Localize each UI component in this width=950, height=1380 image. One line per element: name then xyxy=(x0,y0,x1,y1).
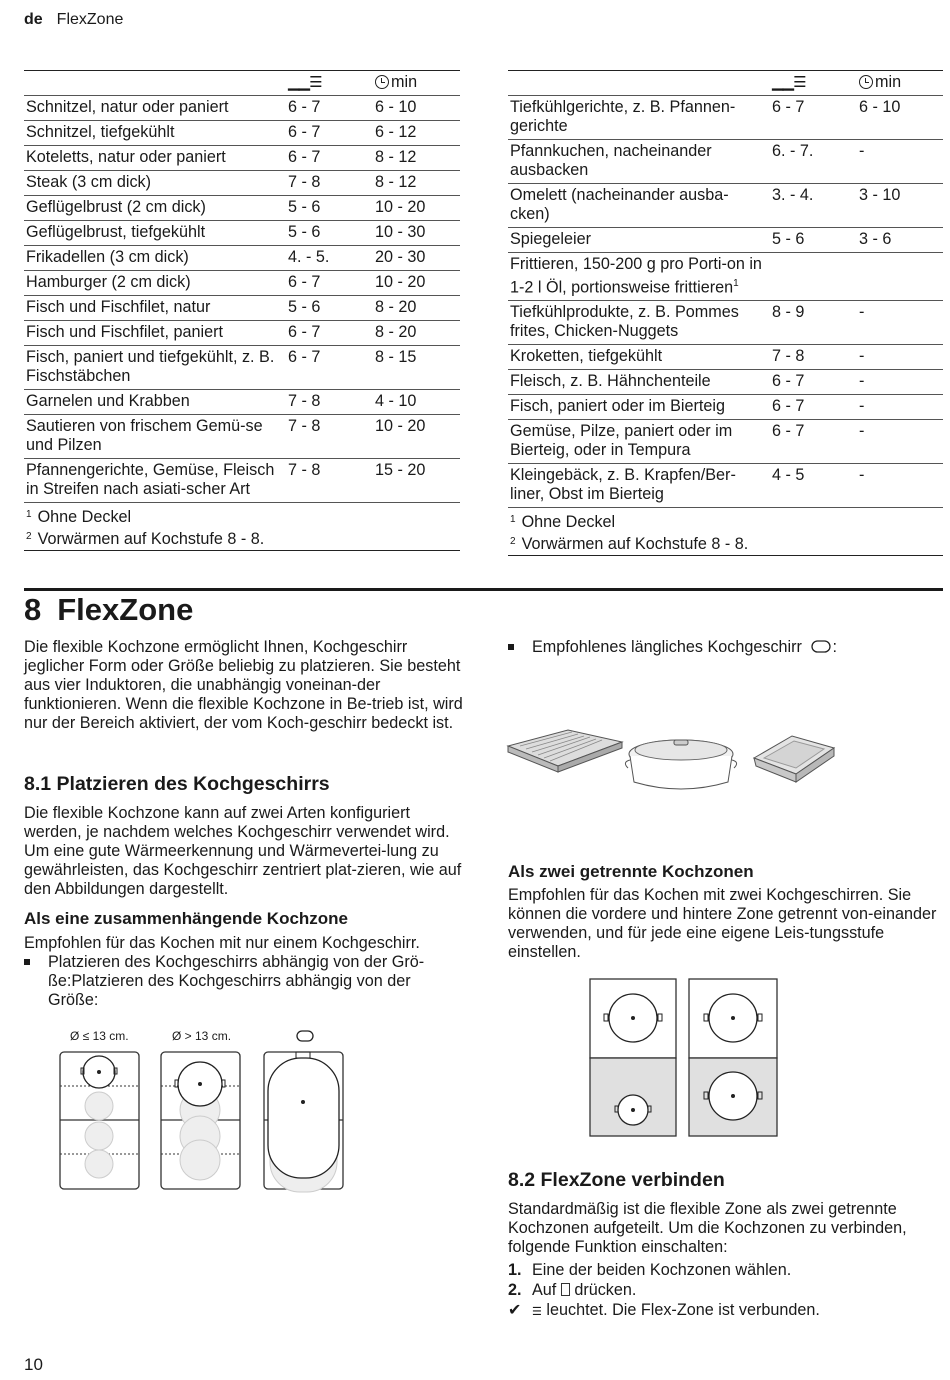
level-cell: 6 - 7 xyxy=(772,422,805,441)
dish-cell: Kroketten, tiefgekühlt xyxy=(510,347,663,366)
dish-cell: Garnelen und Krabben xyxy=(26,392,190,410)
level-cell: 4 - 5 xyxy=(772,466,805,485)
dish-cell: Spiegeleier xyxy=(510,230,591,248)
level-cell: 5 - 6 xyxy=(288,298,321,316)
table-row xyxy=(24,415,460,459)
dish-cell: Sautieren von frischem Gemü-se und Pilzen xyxy=(26,417,263,454)
table-row xyxy=(24,246,460,271)
roasting-tray xyxy=(754,736,834,782)
check-icon: ✔ xyxy=(508,1301,522,1319)
level-cell: 5 - 6 xyxy=(288,198,321,216)
level-cell: 5 - 6 xyxy=(772,230,805,248)
table-row xyxy=(24,346,460,390)
diagram-label-small: Ø ≤ 13 cm. xyxy=(70,1029,129,1043)
step-list xyxy=(508,1260,820,1322)
subsection-8-2-title: 8.2 FlexZone verbinden xyxy=(508,1169,725,1191)
dish-cell: Fleisch, z. B. Hähnchenteile xyxy=(510,372,711,391)
result-line: ✔ ☰ leuchtet. Die Flex-Zone ist verbunden. xyxy=(508,1301,820,1319)
level-cell: 3. - 4. xyxy=(772,186,814,204)
one-zone-text: Empfohlen für das Kochen mit nur einem Kochgeschirr. xyxy=(24,934,420,952)
dish-cell: Schnitzel, tiefgekühlt xyxy=(26,123,175,141)
dish-cell: Tiefkühlprodukte, z. B. Pommes frites, Chicken-Nuggets xyxy=(510,303,739,341)
time-cell: 3 - 6 xyxy=(859,230,892,248)
table-row xyxy=(24,459,460,503)
level-cell: 7 - 8 xyxy=(288,173,321,191)
time-cell: 8 - 20 xyxy=(375,298,417,316)
cooking-table-right xyxy=(508,70,943,556)
dish-cell: Geflügelbrust (2 cm dick) xyxy=(26,198,206,216)
level-cell: 6 - 7 xyxy=(288,123,321,141)
dish-cell: Omelett (nacheinander ausba-cken) xyxy=(510,186,729,223)
level-cell: 6 - 7 xyxy=(288,348,321,366)
dish-cell: Kleingebäck, z. B. Krapfen/Ber-liner, Obst im Bierteig xyxy=(510,466,736,504)
page-number: 10 xyxy=(24,1355,43,1374)
level-cell: 6. - 7. xyxy=(772,142,814,160)
level-cell: 6 - 7 xyxy=(288,148,321,166)
level-cell: 4. - 5. xyxy=(288,248,330,266)
level-cell: 6 - 7 xyxy=(772,397,805,416)
cooktop-two-zones-small xyxy=(590,979,676,1136)
grill-plate xyxy=(508,730,622,772)
level-cell: 6 - 7 xyxy=(772,372,805,391)
flexzone-indicator-icon: ☰ xyxy=(532,1306,542,1318)
time-cell: 10 - 30 xyxy=(375,223,426,241)
time-cell: 8 - 12 xyxy=(375,173,417,191)
table-row xyxy=(508,420,943,464)
table-row xyxy=(24,271,460,296)
table-row xyxy=(508,464,943,508)
table-row xyxy=(508,301,943,345)
time-cell: - xyxy=(859,466,865,485)
level-cell: 7 - 8 xyxy=(288,417,321,435)
two-zone-diagrams xyxy=(589,978,779,1138)
level-cell: 6 - 7 xyxy=(288,273,321,291)
power-level-icon: ▁▁☰ xyxy=(288,74,322,91)
dish-cell: Hamburger (2 cm dick) xyxy=(26,273,191,291)
footnote: $^1$ Ohne Deckel xyxy=(510,513,616,532)
level-cell: 7 - 8 xyxy=(288,392,321,410)
time-cell: - xyxy=(859,303,865,322)
dish-cell: Pfannkuchen, nacheinander ausbacken xyxy=(510,142,712,179)
time-cell: - xyxy=(859,372,865,391)
table-row xyxy=(24,296,460,321)
dish-cell: Tiefkühlgerichte, z. B. Pfannen-gerichte xyxy=(510,98,736,135)
time-cell: 15 - 20 xyxy=(375,461,426,479)
table-row xyxy=(24,121,460,146)
table-group-heading xyxy=(508,253,943,301)
section-title: 8 FlexZone xyxy=(24,592,194,627)
time-cell: 8 - 15 xyxy=(375,348,417,366)
dish-cell: Pfannengerichte, Gemüse, Fleisch in Streifen nach asiati-scher Art xyxy=(26,461,275,498)
oblong-pot-icon xyxy=(810,639,832,654)
power-level-icon: ▁▁☰ xyxy=(772,74,806,91)
subsection-8-1-text: Die flexible Kochzone kann auf zwei Arten konfiguriert werden, je nachdem welches Kochgeschirr verwendet wird. Um eine gute Wärmeerkennung und Wärmevertei-lung zu gewährleisten, das Kochgeschirr zentriert plat-zieren, wie auf den Abbildungen dargestellt. xyxy=(24,804,462,898)
subsection-8-2-text: Standardmäßig ist die flexible Zone als zwei getrennte Kochzonen aufgeteilt. Um die Kochzonen zu verbinden, folgende Funktion einschalten: xyxy=(508,1200,907,1256)
cooktop-small-pot xyxy=(60,1052,139,1189)
oblong-cookware-image xyxy=(506,724,836,796)
oblong-bullet: Empfohlenes längliches Kochgeschirr : xyxy=(508,638,928,657)
level-cell: 5 - 6 xyxy=(288,223,321,241)
dish-cell: Fisch und Fischfilet, paniert xyxy=(26,323,224,341)
cooktop-oblong-pot xyxy=(264,1052,343,1192)
cooking-table-left xyxy=(24,70,460,551)
footnote-row xyxy=(24,503,460,551)
time-cell: 8 - 12 xyxy=(375,148,417,166)
level-cell: 8 - 9 xyxy=(772,303,805,322)
table-header-row: ▁▁☰ min xyxy=(24,71,460,96)
table-row xyxy=(24,196,460,221)
step-1: 1. Eine der beiden Kochzonen wählen. xyxy=(508,1261,792,1279)
language-code: de xyxy=(24,11,43,28)
time-cell: - xyxy=(859,347,865,366)
footnote: $^2$ Vorwärmen auf Kochstufe 8 - 8. xyxy=(510,535,749,554)
dish-cell: Geflügelbrust, tiefgekühlt xyxy=(26,223,206,241)
step-2: 2. Auf drücken. xyxy=(508,1281,637,1299)
time-cell: 10 - 20 xyxy=(375,198,426,216)
table-row xyxy=(508,370,943,395)
dish-cell: Fisch, paniert und tiefgekühlt, z. B. Fischstäbchen xyxy=(26,348,275,385)
page-header xyxy=(24,11,123,29)
cooktop-two-zones-large xyxy=(689,979,777,1136)
time-cell: - xyxy=(859,142,865,160)
dish-cell: Schnitzel, natur oder paniert xyxy=(26,98,229,116)
two-zone-text: Empfohlen für das Kochen mit zwei Kochgeschirren. Sie können die vordere und hintere Zone getrennt von-einander verwenden, und für jede eine eigene Leis-tungsstufe einstellen. xyxy=(508,886,937,961)
time-cell: - xyxy=(859,397,865,416)
time-cell: 6 - 10 xyxy=(375,98,417,116)
table-row xyxy=(24,390,460,415)
table-row xyxy=(508,345,943,370)
section-rule xyxy=(24,588,943,591)
level-cell: 6 - 7 xyxy=(772,98,805,116)
time-cell: 8 - 20 xyxy=(375,323,417,341)
footnote-row xyxy=(508,508,943,556)
table-row xyxy=(24,96,460,121)
table-row xyxy=(24,321,460,346)
table-row xyxy=(24,171,460,196)
table-row xyxy=(24,146,460,171)
table-row xyxy=(508,395,943,420)
footnote: $^1$ Ohne Deckel xyxy=(26,508,132,526)
dish-cell: Steak (3 cm dick) xyxy=(26,173,152,191)
flexzone-key-icon xyxy=(561,1283,570,1296)
subsection-8-1-title: 8.1 Platzieren des Kochgeschirrs xyxy=(24,773,330,795)
header-title: FlexZone xyxy=(56,11,124,28)
table-row xyxy=(508,184,943,228)
table-header-row: ▁▁☰ min xyxy=(508,71,943,96)
dish-cell: Frikadellen (3 cm dick) xyxy=(26,248,189,266)
two-zone-title: Als zwei getrennte Kochzonen xyxy=(508,862,754,881)
diagram-label-large: Ø > 13 cm. xyxy=(172,1029,232,1043)
table-row xyxy=(508,228,943,253)
time-cell: 4 - 10 xyxy=(375,392,417,410)
oblong-pot-icon xyxy=(296,1029,314,1043)
dish-cell: Fisch und Fischfilet, natur xyxy=(26,298,211,316)
table-row xyxy=(24,221,460,246)
dish-cell: Koteletts, natur oder paniert xyxy=(26,148,226,166)
time-cell: 10 - 20 xyxy=(375,273,426,291)
level-cell: 7 - 8 xyxy=(288,461,321,479)
one-zone-title: Als eine zusammenhängende Kochzone xyxy=(24,909,349,928)
time-cell: 6 - 10 xyxy=(859,98,901,116)
one-zone-bullet: Platzieren des Kochgeschirrs abhängig von der Grö-ße:Platzieren des Kochgeschirrs abhängig von der Größe: xyxy=(24,953,464,1010)
time-cell: 3 - 10 xyxy=(859,186,901,204)
table-row xyxy=(508,140,943,184)
clock-icon xyxy=(859,75,873,89)
roaster-with-lid xyxy=(625,740,736,789)
bullet-icon xyxy=(24,959,30,965)
level-cell: 6 - 7 xyxy=(288,98,321,116)
table-row xyxy=(508,96,943,140)
group-heading-cell: Frittieren, 150-200 g pro Porti-on in 1-2 l Öl, portionsweise frittieren$^1$ xyxy=(510,255,762,297)
bullet-icon xyxy=(508,644,514,650)
intro-text: Die flexible Kochzone ermöglicht Ihnen, Kochgeschirr jeglicher Form oder Größe beliebig zu platzieren. Sie besteht aus vier Induktoren, die unabhängig voneinan-der funktionieren. Wenn die flexible Kochzone in Be-trieb ist, wird nur der Bereich aktiviert, der vom Koch-geschirr bedeckt ist. xyxy=(24,638,463,732)
level-cell: 6 - 7 xyxy=(288,323,321,341)
time-cell: 6 - 12 xyxy=(375,123,417,141)
time-cell: 10 - 20 xyxy=(375,417,426,435)
footnote: $^2$ Vorwärmen auf Kochstufe 8 - 8. xyxy=(26,530,265,548)
one-zone-diagrams xyxy=(58,1050,354,1192)
time-cell: - xyxy=(859,422,865,441)
cooktop-large-pot xyxy=(161,1052,240,1189)
dish-cell: Gemüse, Pilze, paniert oder im Bierteig, oder in Tempura xyxy=(510,422,733,460)
dish-cell: Fisch, paniert oder im Bierteig xyxy=(510,397,726,416)
clock-icon xyxy=(375,75,389,89)
time-cell: 20 - 30 xyxy=(375,248,426,266)
level-cell: 7 - 8 xyxy=(772,347,805,366)
